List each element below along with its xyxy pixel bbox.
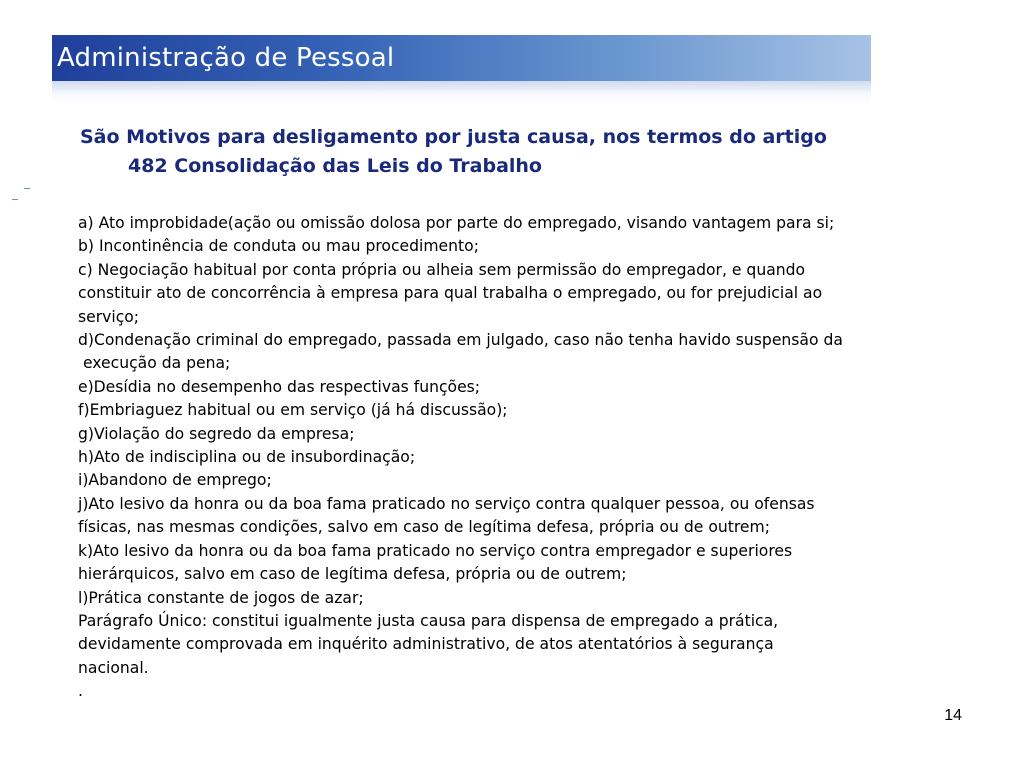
body-line: l)Prática constante de jogos de azar; xyxy=(78,588,364,607)
body-line: constituir ato de concorrência à empresa para qual trabalha o empregado, ou for prejudicial ao xyxy=(78,284,823,303)
body-line: e)Desídia no desempenho das respectivas funções; xyxy=(78,377,481,396)
body-line: h)Ato de indisciplina ou de insubordinação; xyxy=(78,448,416,467)
body-line: a) Ato improbidade(ação ou omissão dolosa por parte do empregado, visando vantagem para si; xyxy=(78,214,835,232)
body-line: físicas, nas mesmas condições, salvo em caso de legítima defesa, própria ou de outrem; xyxy=(78,518,770,537)
heading-line-1: São Motivos para desligamento por justa causa, nos termos do artigo xyxy=(80,126,827,148)
decorative-dash xyxy=(24,188,30,189)
body-line: g)Violação do segredo da empresa; xyxy=(78,424,355,443)
body-line: nacional. xyxy=(78,658,149,677)
slide-title: Administração de Pessoal xyxy=(57,43,395,73)
body-line: execução da pena; xyxy=(78,354,231,373)
body-line: devidamente comprovada em inquérito administrativo, de atos atentatórios à segurança xyxy=(78,635,774,654)
body-text xyxy=(78,212,958,704)
body-line: j)Ato lesivo da honra ou da boa fama praticado no serviço contra qualquer pessoa, ou ofensas xyxy=(78,494,815,513)
page-number: 14 xyxy=(944,707,962,724)
body-line: i)Abandono de emprego; xyxy=(78,471,272,490)
body-line: . xyxy=(78,682,83,701)
decorative-dash xyxy=(12,199,18,200)
body-line: b) Incontinência de conduta ou mau procedimento; xyxy=(78,237,479,256)
heading-line-2: 482 Consolidação das Leis do Trabalho xyxy=(128,155,542,177)
body-line: Parágrafo Único: constitui igualmente justa causa para dispensa de empregado a prática, xyxy=(78,611,779,630)
body-line: hierárquicos, salvo em caso de legítima defesa, própria ou de outrem; xyxy=(78,565,627,584)
title-bar-reflection xyxy=(52,81,871,105)
body-line: c) Negociação habitual por conta própria ou alheia sem permissão do empregador, e quando xyxy=(78,260,806,279)
body-line: f)Embriaguez habitual ou em serviço (já há discussão); xyxy=(78,401,508,420)
body-line: d)Condenação criminal do empregado, passada em julgado, caso não tenha havido suspensão da xyxy=(78,331,843,350)
body-line: serviço; xyxy=(78,307,140,326)
section-heading xyxy=(80,123,940,181)
body-line: k)Ato lesivo da honra ou da boa fama praticado no serviço contra empregador e superiores xyxy=(78,541,793,560)
